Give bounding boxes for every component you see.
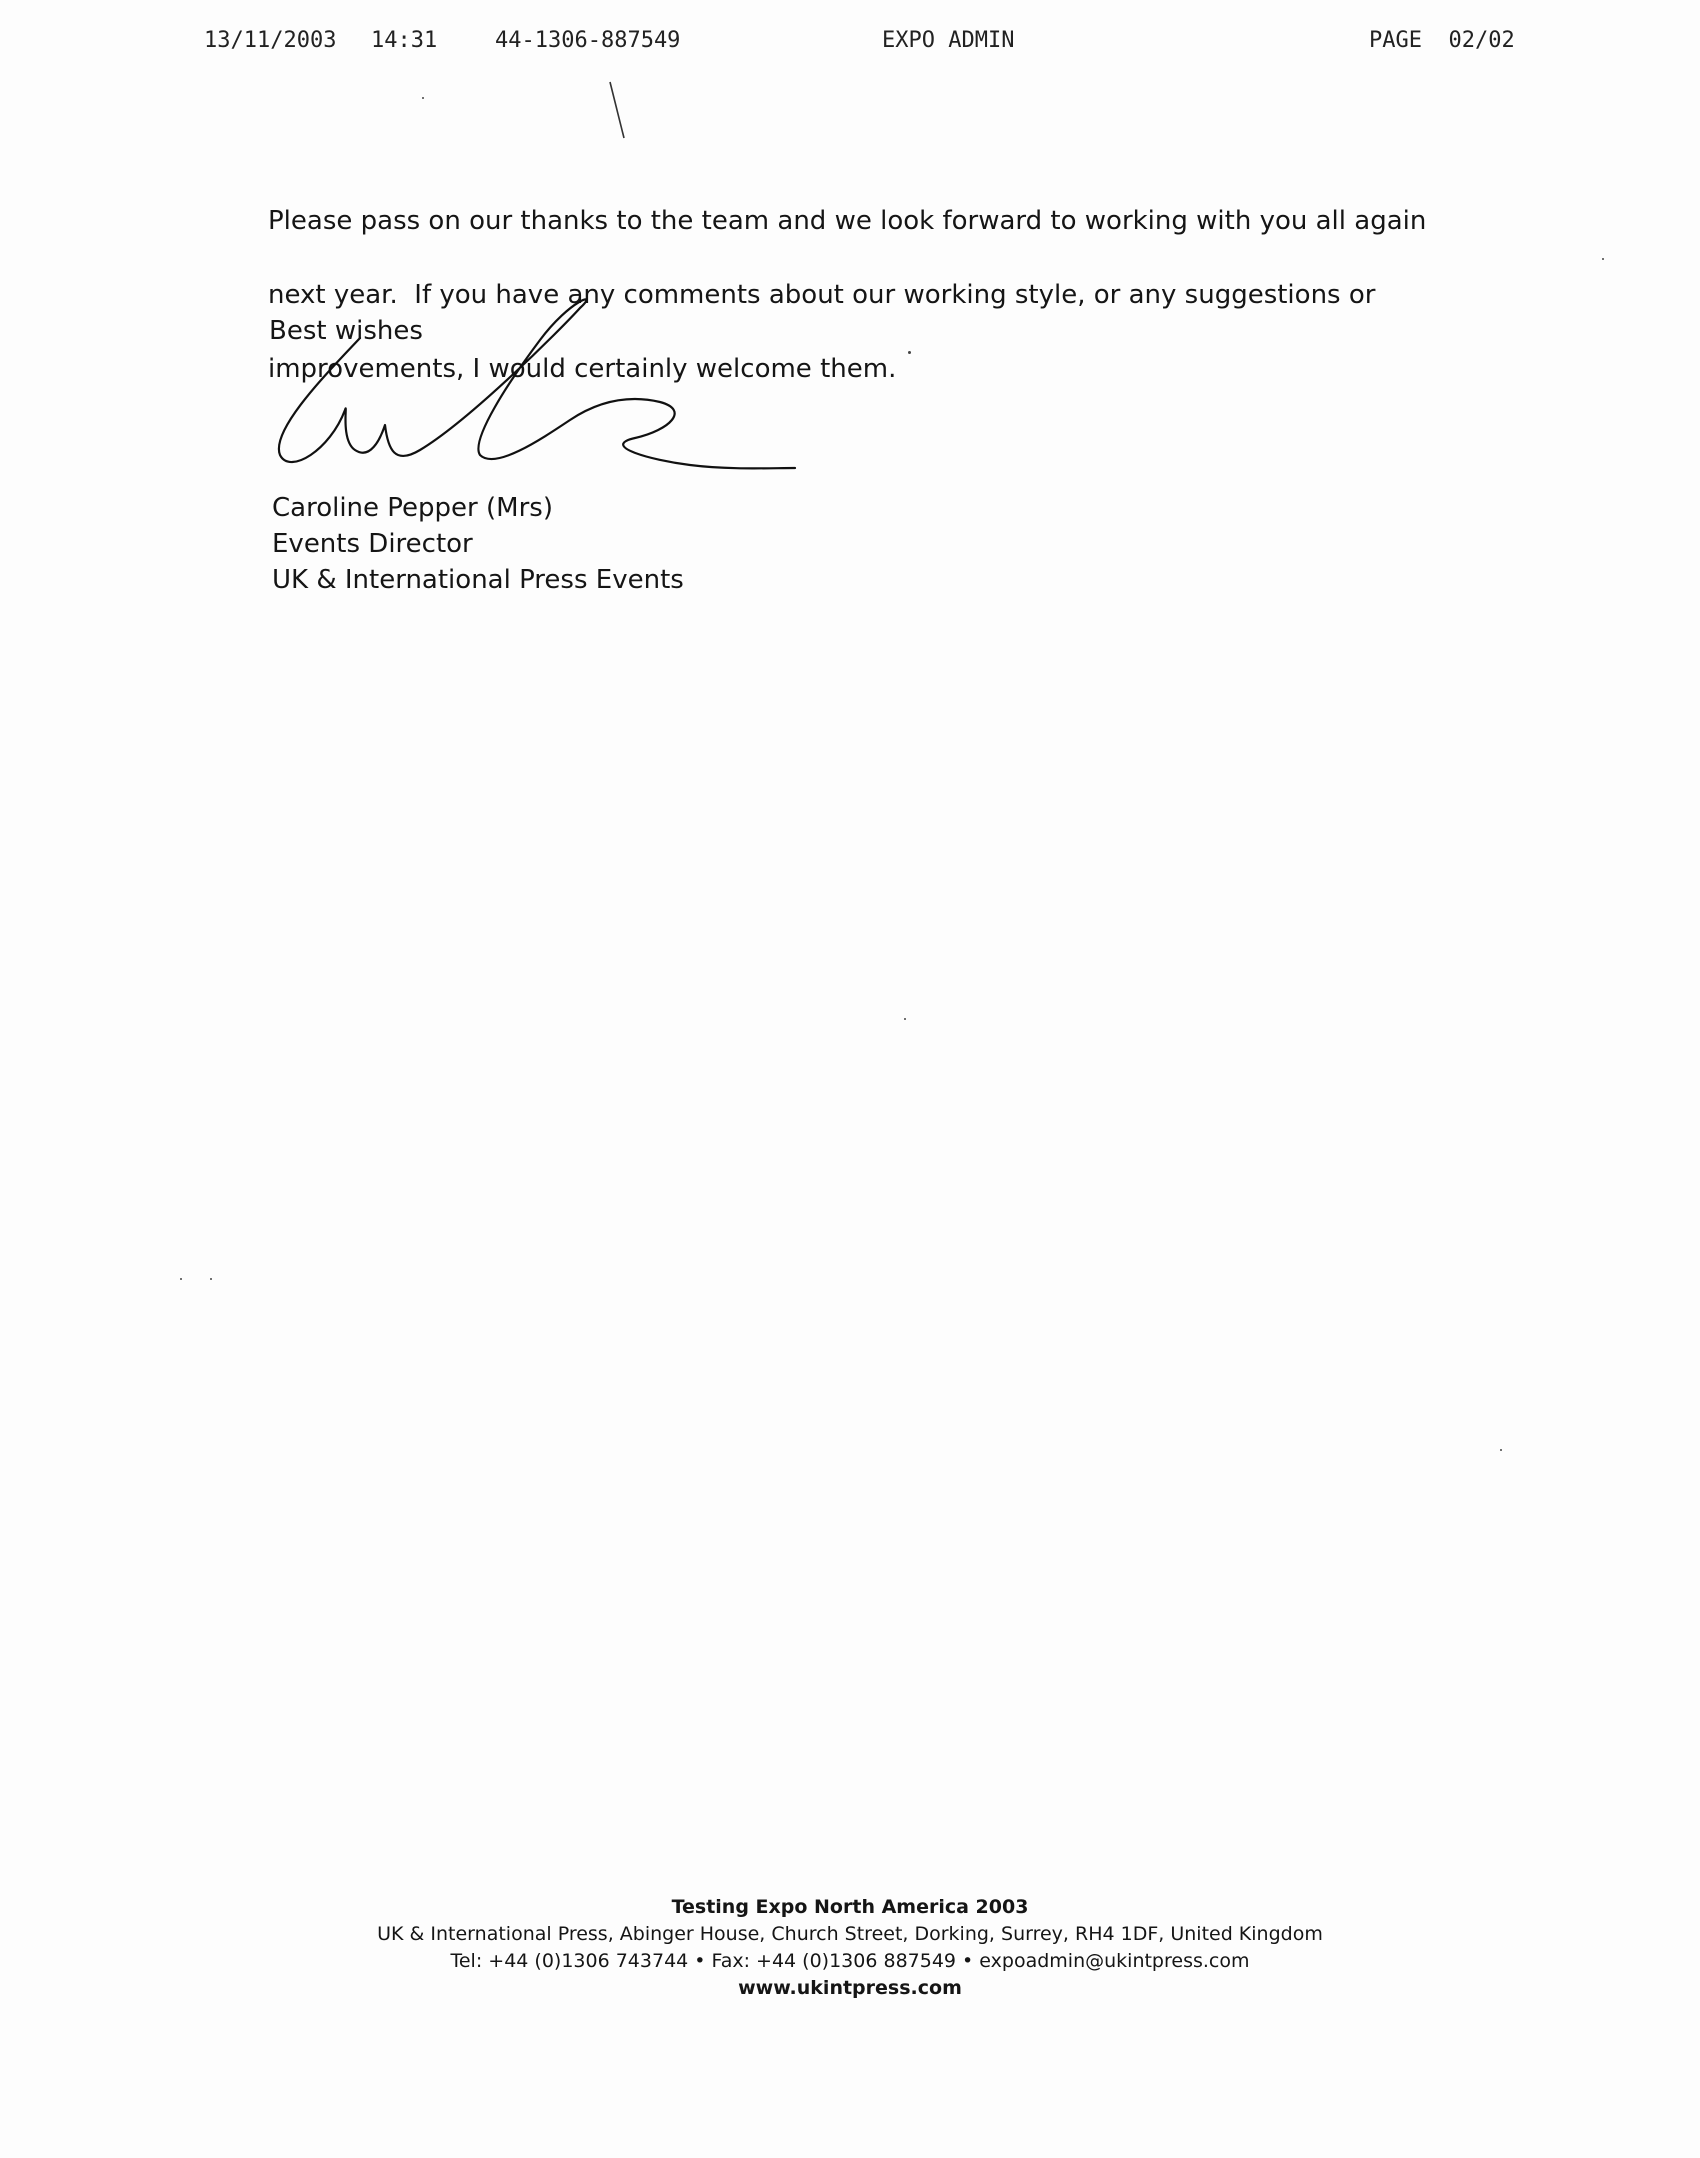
fax-date: 13/11/2003 (204, 28, 337, 53)
body-line: next year. If you have any comments about our working style, or any suggestions or (268, 280, 1376, 310)
scan-speck (422, 97, 424, 99)
fax-transmission-header (0, 28, 1700, 60)
footer-event-title: Testing Expo North America 2003 (671, 1896, 1029, 1918)
body-line: improvements, I would certainly welcome them. (268, 354, 897, 384)
fax-sender: EXPO ADMIN (882, 28, 1015, 53)
letterhead-footer (0, 1894, 1700, 2002)
signature-block (272, 490, 684, 598)
footer-contact: Tel: +44 (0)1306 743744 • Fax: +44 (0)1306 887549 • expoadmin@ukintpress.com (450, 1950, 1250, 1972)
scan-speck (1602, 258, 1604, 260)
scan-speck (904, 1018, 906, 1020)
footer-website: www.ukintpress.com (738, 1977, 962, 1999)
scan-stroke-mark (608, 80, 628, 140)
signatory-organization: UK & International Press Events (272, 565, 684, 595)
signatory-title: Events Director (272, 529, 473, 559)
signatory-name: Caroline Pepper (Mrs) (272, 493, 553, 523)
letter-closing: Best wishes (269, 316, 423, 346)
scan-speck (908, 351, 911, 354)
handwritten-signature (270, 290, 810, 490)
fax-time: 14:31 (371, 28, 438, 53)
fax-page-count: PAGE 02/02 (1369, 28, 1515, 53)
scan-speck (210, 1278, 212, 1280)
scan-speck (1500, 1449, 1502, 1451)
fax-number: 44-1306-887549 (495, 28, 681, 53)
body-line: Please pass on our thanks to the team and we look forward to working with you all again (268, 206, 1427, 236)
scan-speck (180, 1278, 182, 1280)
footer-address: UK & International Press, Abinger House, Church Street, Dorking, Surrey, RH4 1DF, United Kingdom (377, 1923, 1323, 1945)
